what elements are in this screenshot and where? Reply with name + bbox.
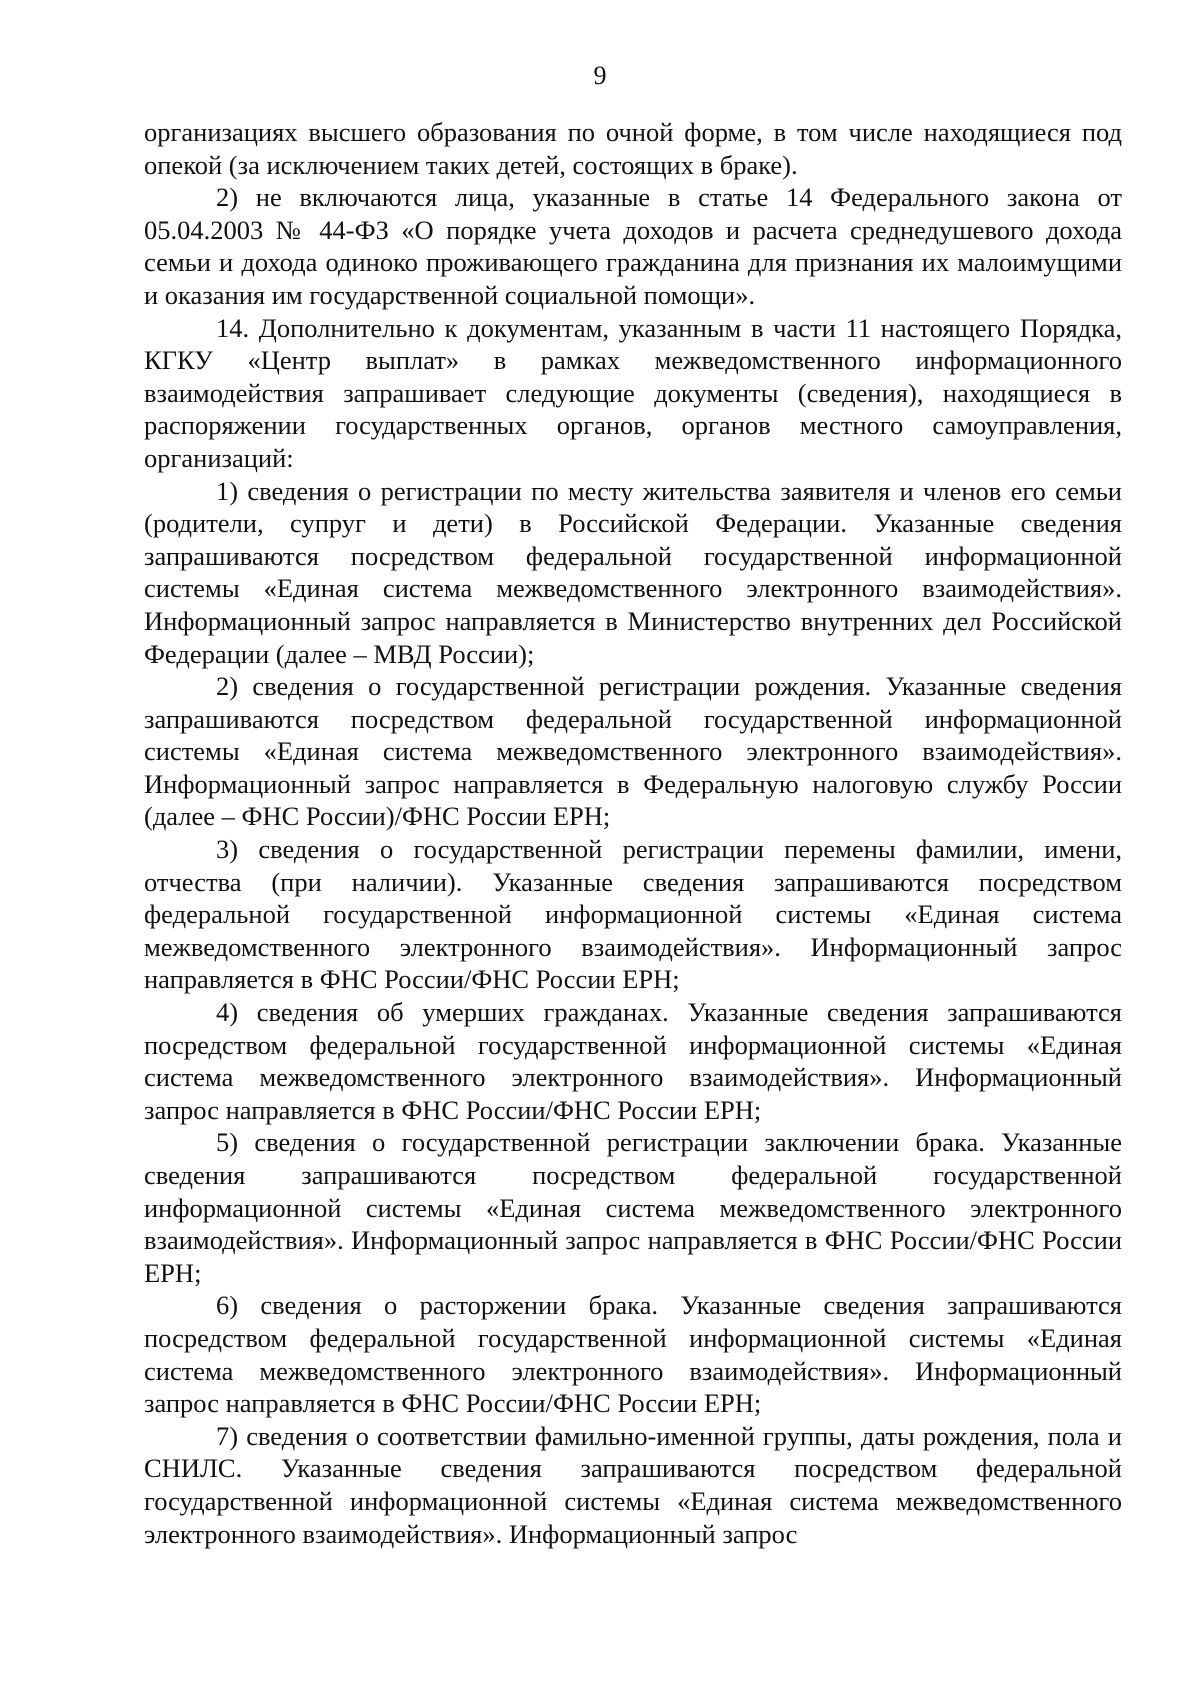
document-body — [144, 116, 1122, 1550]
paragraph-section-14: 14. Дополнительно к документам, указанным в части 11 настоящего Порядка, КГКУ «Центр выплат» в рамках межведомственного информационного взаимодействия запрашивает следующие документы (сведения), находящиеся в распоряжении государственных органов, органов местного самоуправления, организаций: — [144, 312, 1122, 473]
paragraph-item-3-name-change: 3) сведения о государственной регистрации перемены фамилии, имени, отчества (при наличии). Указанные сведения запрашиваются посредством федеральной государственной информационной системы «Единая система межведомственного электронного взаимодействия». Информационный запрос направляется в ФНС России/ФНС России ЕРН; — [144, 834, 1122, 995]
paragraph-item-2-birth: 2) сведения о государственной регистрации рождения. Указанные сведения запрашиваются посредством федеральной государственной информационной системы «Единая система межведомственного электронного взаимодействия». Информационный запрос направляется в Федеральную налоговую службу России (далее – ФНС России)/ФНС России ЕРН; — [144, 671, 1122, 832]
paragraph-item-1-registration: 1) сведения о регистрации по месту жительства заявителя и членов его семьи (родители, супруг и дети) в Российской Федерации. Указанные сведения запрашиваются посредством федеральной государственной информационной системы «Единая система межведомственного электронного взаимодействия». Информационный запрос направляется в Министерство внутренних дел Российской Федерации (далее – МВД России); — [144, 475, 1122, 669]
paragraph-continuation: организациях высшего образования по очной форме, в том числе находящиеся под опекой (за исключением таких детей, состоящих в браке). — [144, 117, 1122, 180]
paragraph-item-4-deceased: 4) сведения об умерших гражданах. Указанные сведения запрашиваются посредством федеральной государственной информационной системы «Единая система межведомственного электронного взаимодействия». Информационный запрос направляется в ФНС России/ФНС России ЕРН; — [144, 997, 1122, 1125]
paragraph-item-7-snils: 7) сведения о соответствии фамильно-именной группы, даты рождения, пола и СНИЛС. Указанные сведения запрашиваются посредством федеральной государственной информационной системы «Единая система межведомственного электронного взаимодействия». Информационный запрос — [144, 1420, 1122, 1549]
page-number: 9 — [593, 61, 607, 90]
paragraph-item-2-excluded-persons: 2) не включаются лица, указанные в статье 14 Федерального закона от 05.04.2003 № 44-ФЗ «О порядке учета доходов и расчета среднедушевого дохода семьи и дохода одиноко проживающего гражданина для признания их малоимущими и оказания им государственной социальной помощи». — [144, 182, 1122, 310]
paragraph-item-5-marriage: 5) сведения о государственной регистрации заключении брака. Указанные сведения запрашиваются посредством федеральной государственной информационной системы «Единая система межведомственного электронного взаимодействия». Информационный запрос направляется в ФНС России/ФНС России ЕРН; — [144, 1127, 1122, 1288]
paragraph-item-6-divorce: 6) сведения о расторжении брака. Указанные сведения запрашиваются посредством федеральной государственной информационной системы «Единая система межведомственного электронного взаимодействия». Информационный запрос направляется в ФНС России/ФНС России ЕРН; — [144, 1290, 1122, 1419]
